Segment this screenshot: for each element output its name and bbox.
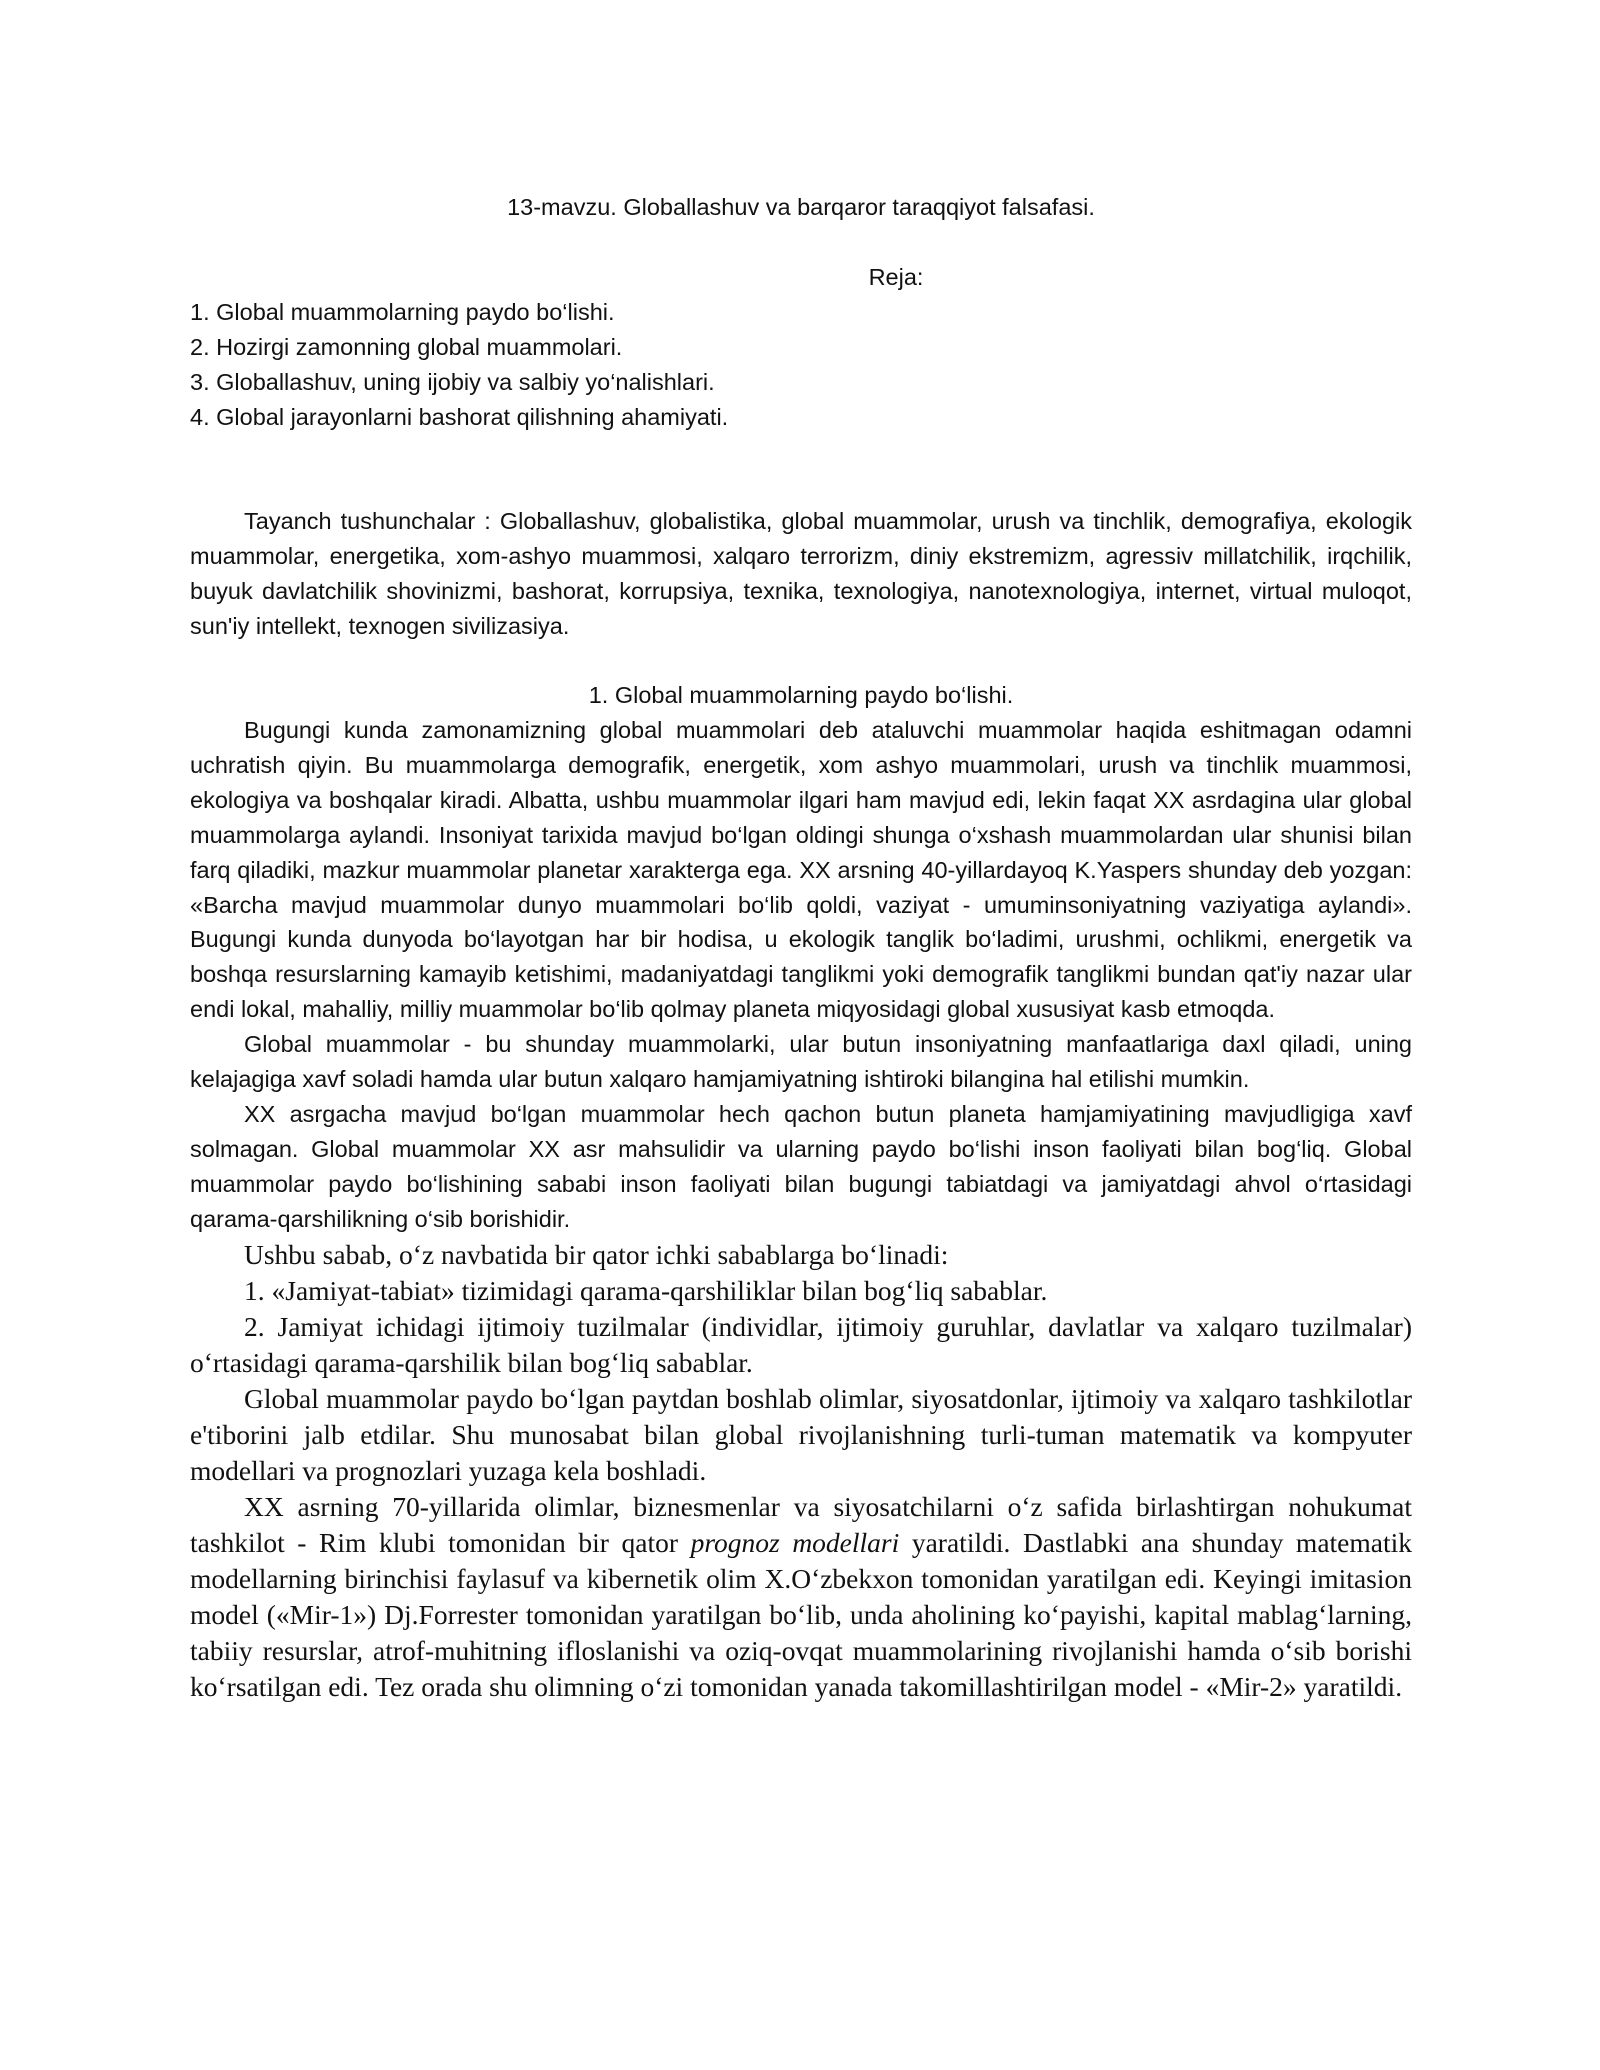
plan-item: 3. Globallashuv, uning ijobiy va salbiy yo‘nalishlari. xyxy=(190,368,715,395)
section-heading: 1. Global muammolarning paydo bo‘lishi. xyxy=(588,682,1014,709)
body-paragraph: Global muammolar paydo bo‘lgan paytdan boshlab olimlar, siyosatdonlar, ijtimoiy va xalqaro tashkilotlar e'tiborini jalb etdilar. Shu munosabat bilan global rivojlanishning turli-tuman matematik va kompyuter modellari va prognozlari yuzaga kela boshladi. xyxy=(190,1382,1412,1486)
body-paragraph: Ushbu sabab, o‘z navbatida bir qator ichki sabablarga bo‘linadi: xyxy=(244,1238,949,1270)
plan-item: 1. Global muammolarning paydo bo‘lishi. xyxy=(190,298,615,325)
paragraph-text: yaratildi. Dastlabki ana shunday matematik modellarning birinchisi faylasuf va kibernetik olim X.O‘zbekxon tomonidan yaratilgan edi. Keyingi imitasion model («Mir-1») Dj.Forrester tomonidan yaratilgan bo‘lib, unda aholining ko‘payishi, kapital mablag‘larning, tabiiy resurslar, atrof-muhitning ifloslanishi va oziq-ovqat muammolarining rivojlanishi hamda o‘sib borishi ko‘rsatilgan edi. Tez orada shu olimning o‘zi tomonidan yanada takomillashtirilgan model - «Mir-2» yaratildi. xyxy=(190,1526,1412,1702)
numbered-cause-item: 1. «Jamiyat-tabiat» tizimidagi qarama-qarshiliklar bilan bog‘liq sabablar. xyxy=(244,1274,1048,1306)
document-title: 13-mavzu. Globallashuv va barqaror taraqqiyot falsafasi. xyxy=(507,194,1095,220)
document-page xyxy=(190,190,1412,1705)
plan-item: 4. Global jarayonlarni bashorat qilishning ahamiyati. xyxy=(190,403,729,430)
plan-item: 2. Hozirgi zamonning global muammolari. xyxy=(190,333,623,360)
body-paragraph: Global muammolar - bu shunday muammolarki, ular butun insoniyatning manfaatlariga daxl qiladi, uning kelajagiga xavf soladi hamda ular butun xalqaro hamjamiyatning ishtiroki bilangina hal etilishi mumkin. xyxy=(190,1031,1412,1093)
body-paragraph xyxy=(190,1489,1412,1705)
paragraph-text: XX asrning 70-yillarida olimlar, biznesmenlar va siyosatchilarni o‘z safida birlashtirgan nohukumat tashkilot - Rim klubi tomonidan bir qator xyxy=(190,1490,1412,1558)
body-paragraph: Bugungi kunda zamonamizning global muammolari deb ataluvchi muammolar haqida eshitmagan odamni uchratish qiyin. Bu muammolarga demografik, energetik, xom ashyo muammolari, urush va tinchlik muammosi, ekologiya va boshqalar kiradi. Albatta, ushbu muammolar ilgari ham mavjud edi, lekin faqat XX asrdagina ular global muammolarga aylandi. Insoniyat tarixida mavjud bo‘lgan oldingi shunga o‘xshash muammolardan ular shunisi bilan farq qiladiki, mazkur muammolar planetar xarakterga ega. XX arsning 40-yillardayoq K.Yaspers shunday deb yozgan: «Barcha mavjud muammolar dunyo muammolari bo‘lib qoldi, vaziyat - umuminsoniyatning vaziyatiga aylandi». Bugungi kunda dunyoda bo‘layotgan har bir hodisa, u ekologik tanglik bo‘ladimi, urushmi, ochlikmi, energetik va boshqa resurslarning kamayib ketishimi, madaniyatdagi tanglikmi yoki demografik tanglikmi bundan qat'iy nazar ular endi lokal, mahalliy, milliy muammolar bo‘lib qolmay planeta miqyosidagi global xususiyat kasb etmoqda. xyxy=(190,716,1412,1023)
key-concepts-paragraph: Tayanch tushunchalar : Globallashuv, globalistika, global muammolar, urush va tinchlik, demografiya, ekologik muammolar, energetika, xom-ashyo muammosi, xalqaro terrorizm, diniy ekstremizm, agressiv millatchilik, irqchilik, buyuk davlatchilik shovinizmi, bashorat, korrupsiya, texnika, texnologiya, nanotexnologiya, internet, virtual muloqot, sun'iy intellekt, texnogen sivilizasiya. xyxy=(190,508,1412,640)
emphasized-text: prognoz modellari xyxy=(690,1526,900,1558)
numbered-cause-item: 2. Jamiyat ichidagi ijtimoiy tuzilmalar (individlar, ijtimoiy guruhlar, davlatlar va xalqaro tuzilmalar) o‘rtasidagi qarama-qarshilik bilan bog‘liq sabablar. xyxy=(190,1310,1412,1378)
body-paragraph: XX asrgacha mavjud bo‘lgan muammolar hech qachon butun planeta hamjamiyatining mavjudligiga xavf solmagan. Global muammolar XX asr mahsulidir va ularning paydo bo‘lishi inson faoliyati bilan bog‘liq. Global muammolar paydo bo‘lishining sababi inson faoliyati bilan bugungi tabiatdagi va jamiyatdagi ahvol o‘rtasidagi qarama-qarshilikning o‘sib borishidir. xyxy=(190,1100,1412,1232)
plan-list xyxy=(190,260,1412,435)
plan-heading: Reja: xyxy=(868,263,924,290)
